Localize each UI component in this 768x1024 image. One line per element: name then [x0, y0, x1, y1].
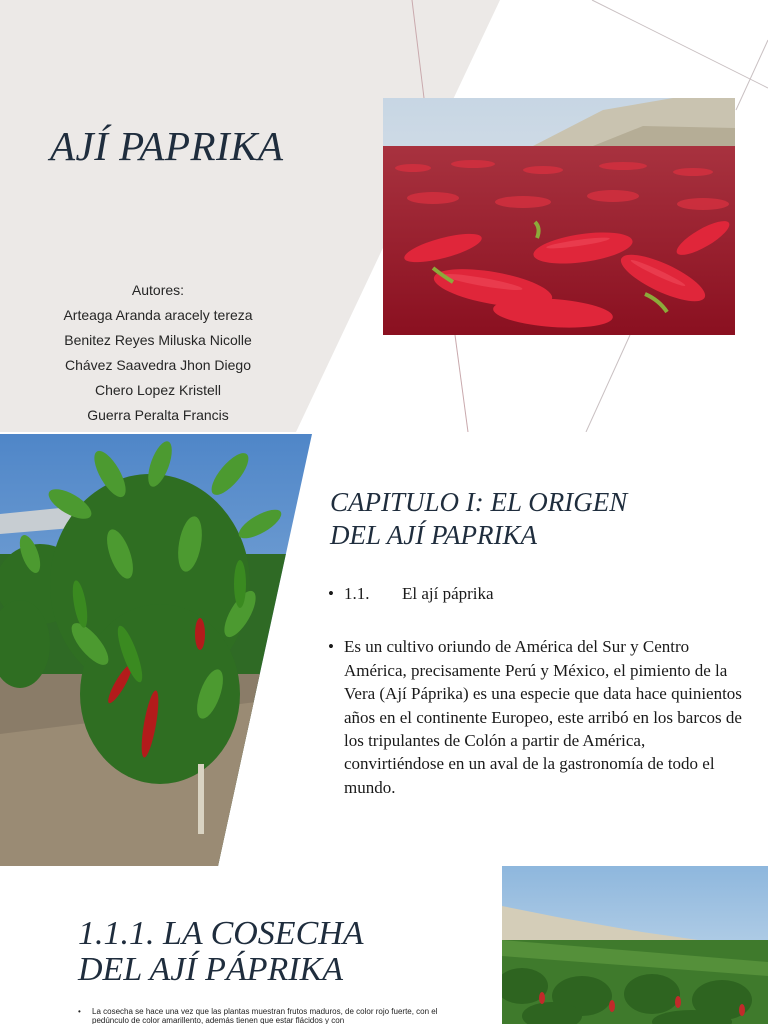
bullet-dot-icon: • [328, 637, 334, 657]
chapter-bullets [328, 582, 748, 799]
bullet-dot-icon: • [78, 1007, 81, 1016]
dried-peppers-field-photo [383, 98, 735, 335]
harvest-paragraph: La cosecha se hace una vez que las plantas muestran frutos maduros, de color rojo fuerte, con el pedúnculo de color amarillento, además tienen que estar flácidos y con [92, 1007, 438, 1024]
author-name: Arteaga Aranda aracely tereza [63, 307, 253, 323]
harvest-heading-line2: DEL AJÍ PÁPRIKA [78, 951, 344, 988]
authors-block [40, 278, 276, 428]
origin-paragraph: Es un cultivo oriundo de América del Sur y Centro América, precisamente Perú y México, el pimiento de la Vera (Ají Páprika) es una especie que data hace quinientos años en el continente Europeo, este arribó en los barcos de los tripulantes de Colón a partir de América, convirtiéndose en un aval de la gastronomía de todo el mundo. [344, 637, 742, 797]
chapter-slide [0, 434, 768, 866]
chapter-heading [330, 486, 627, 552]
author-name: Guerra Peralta Francis [87, 407, 229, 423]
chapter-heading-line1: CAPITULO I: EL ORIGEN [330, 487, 628, 517]
harvest-heading-line1: 1.1.1. LA COSECHA [78, 915, 364, 952]
author-name: Benitez Reyes Miluska Nicolle [64, 332, 252, 348]
author-name: Chávez Saavedra Jhon Diego [64, 357, 251, 373]
list-item [78, 1007, 458, 1024]
chapter-heading-line2: DEL AJÍ PAPRIKA [330, 520, 537, 550]
section-number: 1.1. [344, 584, 370, 603]
harvest-heading [78, 916, 364, 988]
bullet-dot-icon: • [328, 584, 334, 603]
section-title: El ají páprika [402, 584, 494, 603]
presentation-title: AJÍ PAPRIKA [50, 123, 284, 169]
pepper-field-photo [502, 866, 768, 1024]
harvest-slide [0, 866, 768, 1024]
title-slide [0, 0, 768, 432]
authors-label: Autores: [131, 282, 185, 298]
list-item [328, 635, 748, 799]
list-item [328, 582, 748, 605]
author-name: Chero Lopez Kristell [94, 382, 222, 398]
pepper-plants-photo [0, 434, 320, 866]
